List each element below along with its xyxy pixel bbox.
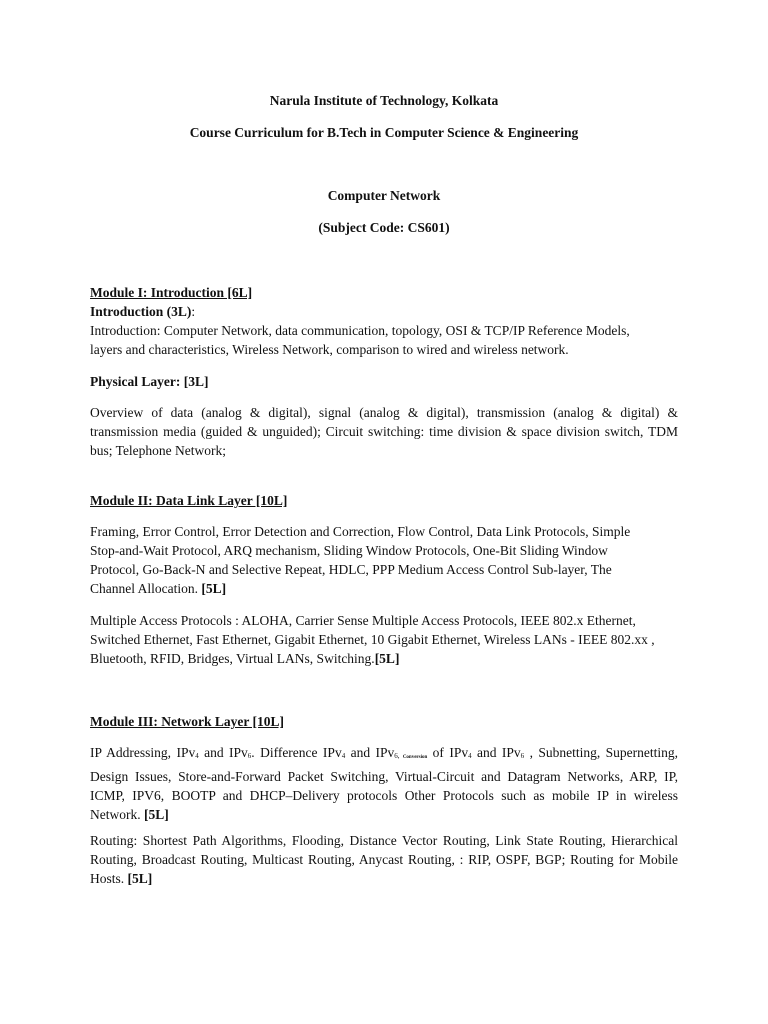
module1-intro-line2: layers and characteristics, Wireless Network, comparison to wired and wireless network. <box>90 342 569 357</box>
m3-text: and IPv <box>345 745 395 760</box>
module2-heading: Module II: Data Link Layer [10L] <box>90 493 288 508</box>
m3-text: and IPv <box>198 745 248 760</box>
m3-sub: 6, <box>394 752 400 760</box>
curriculum-title: Course Curriculum for B.Tech in Computer Science & Engineering <box>189 125 579 140</box>
m3-text: IP Addressing, IPv <box>90 745 196 760</box>
module2-para2-line2: Switched Ethernet, Fast Ethernet, Gigabit Ethernet, 10 Gigabit Ethernet, Wireless LANs - IEEE 802.xx , <box>90 632 655 647</box>
m3-sub-conversion: Conversion <box>399 755 428 760</box>
subject-code: (Subject Code: CS601) <box>318 220 450 235</box>
module1-intro-title <box>90 302 678 321</box>
lecture-tag: [5L] <box>124 871 153 886</box>
para1-line4-text: Channel Allocation. <box>90 581 202 596</box>
m3-sub: 4 <box>195 752 199 760</box>
subject-title: Computer Network <box>327 188 441 203</box>
module2-para1-line1: Framing, Error Control, Error Detection and Correction, Flow Control, Data Link Protocols, Simple <box>90 524 631 539</box>
module2-para2-line1: Multiple Access Protocols : ALOHA, Carrier Sense Multiple Access Protocols, IEEE 802.x Ethernet, <box>90 613 636 628</box>
para2-line3-text: Bluetooth, RFID, Bridges, Virtual LANs, Switching. <box>90 651 375 666</box>
m3-text: of IPv <box>427 745 469 760</box>
module2-para1-line3: Protocol, Go-Back-N and Selective Repeat, HDLC, PPP Medium Access Control Sub-layer, The <box>90 562 612 577</box>
lecture-tag: [5L] <box>201 581 227 596</box>
module2-para2-line3 <box>90 649 678 668</box>
m3-text: and IPv <box>471 745 521 760</box>
physical-layer-text: Overview of data (analog & digital), signal (analog & digital), transmission (analog & digital) & transmission media (guided & unguided); Circuit switching: time division & space division switch, TDM bus; Telephone Network; <box>90 405 678 458</box>
module1-intro-line1: Introduction: Computer Network, data communication, topology, OSI & TCP/IP Reference Models, <box>90 323 630 338</box>
intro-title-text: Introduction (3L) <box>90 304 192 319</box>
m3-sub: 4 <box>468 752 472 760</box>
module3-para2 <box>90 831 678 888</box>
m3-sub: 6 <box>520 752 525 760</box>
module3-heading: Module III: Network Layer [10L] <box>90 714 284 729</box>
routing-text: Routing: Shortest Path Algorithms, Flooding, Distance Vector Routing, Link State Routing, Hierarchical Routing, Broadcast Routing, Multicast Routing, Anycast Routing, : RIP, OSPF, BGP; Routing for Mobile Hosts. <box>90 833 678 886</box>
module3-para1 <box>90 743 678 824</box>
module2-para1-line4 <box>90 579 678 598</box>
institute-title: Narula Institute of Technology, Kolkata <box>269 93 499 108</box>
m3-sub: 4 <box>341 752 346 760</box>
physical-layer-title: Physical Layer: [3L] <box>90 374 209 389</box>
module1-heading: Module I: Introduction [6L] <box>90 285 253 300</box>
lecture-tag: [5L] <box>140 807 169 822</box>
lecture-tag: [5L] <box>374 651 400 666</box>
module2-para1-line2: Stop-and-Wait Protocol, ARQ mechanism, Sliding Window Protocols, One-Bit Sliding Window <box>90 543 608 558</box>
intro-title-colon: : <box>191 304 196 319</box>
m3-text: , Subnetting, Supernetting, Design Issues, Store-and-Forward Packet Switching, Virtual-Circuit and Datagram Networks, ARP, IP, ICMP, IPV6, BOOTP and DHCP–Delivery protocols Other Protocols such as mobile IP in wireless Network. <box>90 745 679 822</box>
m3-sub: 6 <box>247 752 252 760</box>
m3-text: . Difference IPv <box>251 745 342 760</box>
